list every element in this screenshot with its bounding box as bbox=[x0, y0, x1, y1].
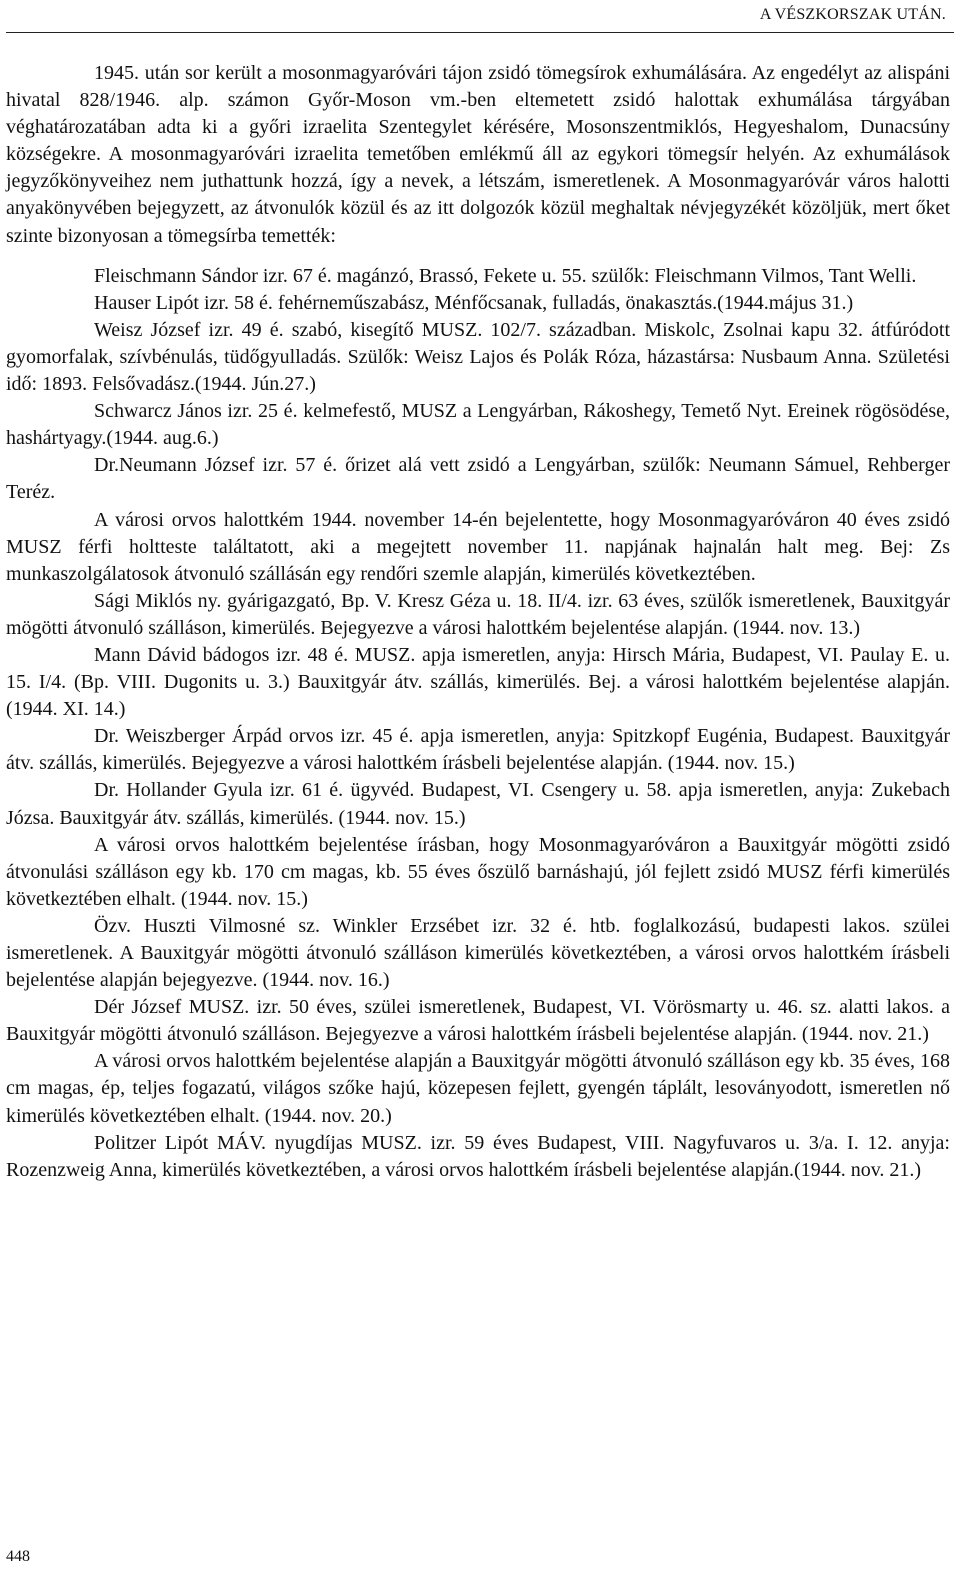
entry-paragraph: Weisz József izr. 49 é. szabó, kisegítő MUSZ. 102/7. században. Miskolc, Zsolnai kapu 32. átfúródott gyomorfalak, szívbénulás, tüdőgyulladás. Szülők: Weisz Lajos és Polák Róza, házastársa: Nusbaum Anna. Születési idő: 1893. Felsővadász.(1944. Jún.27.) bbox=[6, 318, 950, 396]
entry-paragraph: Politzer Lipót MÁV. nyugdíjas MUSZ. izr. 59 éves Budapest, VIII. Nagyfuvaros u. 3/a. I. 12. anyja: Rozenzweig Anna, kimerülés következtében, a városi orvos halottkém írásbeli bejelentése alapján.(1944. nov. 21.) bbox=[6, 1131, 950, 1181]
entry-paragraph: Sági Miklós ny. gyárigazgató, Bp. V. Kresz Géza u. 18. II/4. izr. 63 éves, szülők ismeretlenek, Bauxitgyár mögötti átvonuló szálláson, kimerülés. Bejegyezve a városi halottkém bejelentése alapján. (1944. nov. 13.) bbox=[6, 589, 950, 639]
header-rule bbox=[6, 32, 954, 33]
page-number: 448 bbox=[6, 1548, 30, 1565]
entry-paragraph: Özv. Huszti Vilmosné sz. Winkler Erzsébet izr. 32 é. htb. foglalkozású, budapesti lakos. szülei ismeretlenek. A Bauxitgyár mögötti átvonuló szálláson kimerülés következtében, a városi orvos halottkém írásbeli bejelentése alapján bejegyezve. (1944. nov. 16.) bbox=[6, 914, 950, 992]
running-head: A VÉSZKORSZAK UTÁN. bbox=[759, 6, 946, 23]
entry-paragraph: A városi orvos halottkém bejelentése alapján a Bauxitgyár mögötti átvonuló szálláson egy kb. 35 éves, 168 cm magas, ép, teljes fogazatú, világos szőke hajú, közepesen fejlett, gyengén táplált, lesoványodott, ismeretlen nő kimerülés következtében elhalt. (1944. nov. 20.) bbox=[6, 1050, 950, 1127]
entry-paragraph: Mann Dávid bádogos izr. 48 é. MUSZ. apja ismeretlen, anyja: Hirsch Mária, Budapest, VI. Paulay E. u. 15. I/4. (Bp. VIII. Dugonits u. 3.) Bauxitgyár átv. szállás, kimerülés. Bej. a városi halottkém bejelentése alapján. (1944. XI. 14.) bbox=[6, 643, 950, 721]
entry-paragraph: Dér József MUSZ. izr. 50 éves, szülei ismeretlenek, Budapest, VI. Vörösmarty u. 46. sz. alatti lakos. a Bauxitgyár mögötti átvonuló szálláson. Bejegyezve a városi halottkém írásbeli bejelentése alapján. (1944. nov. 21.) bbox=[6, 996, 950, 1046]
entry-paragraph: Dr. Hollander Gyula izr. 61 é. ügyvéd. Budapest, VI. Csengery u. 58. apja ismeretlen, anyja: Zukebach Józsa. Bauxitgyár átv. szállás, kimerülés. (1944. nov. 15.) bbox=[6, 779, 950, 829]
entry-paragraph: Dr. Weiszberger Árpád orvos izr. 45 é. apja ismeretlen, anyja: Spitzkopf Eugénia, Budapest. Bauxitgyár átv. szállás, kimerülés. Bejegyezve a városi halottkém írásbeli bejelentése alapján. (1944. nov. 15.) bbox=[6, 725, 950, 775]
entry-paragraph: A városi orvos halottkém 1944. november 14-én bejelentette, hogy Mosonmagyaróváron 40 éves zsidó MUSZ férfi holtteste találtatott, aki a megejtett november 11. napjának hajnalán halt meg. Bej: Zs munkaszolgálatosok átvonuló szállásán egy rendőri szemle alapján, kimerülés következtében. bbox=[6, 508, 950, 585]
entry-paragraph: Fleischmann Sándor izr. 67 é. magánzó, Brassó, Fekete u. 55. szülők: Fleischmann Vilmos, Tant Welli. bbox=[94, 264, 917, 287]
entry-paragraph: A városi orvos halottkém bejelentése írásban, hogy Mosonmagyaróváron a Bauxitgyár mögötti zsidó átvonulási szálláson egy kb. 170 cm magas, kb. 55 éves őszülő barnáshajú, jól fejlett zsidó MUSZ férfi kimerülés következtében elhalt. (1944. nov. 15.) bbox=[6, 833, 950, 910]
entry-paragraph: Dr.Neumann József izr. 57 é. őrizet alá vett zsidó a Lengyárban, szülők: Neumann Sámuel, Rehberger Teréz. bbox=[6, 454, 950, 504]
intro-paragraph: 1945. után sor került a mosonmagyaróvári tájon zsidó tömegsírok exhumálására. Az engedélyt az alispáni hivatal 828/1946. alp. számon Győr-Moson vm.-ben eltemetett zsidó halottak exhumálása tárgyában véghatározatában adta ki a győri izraelita Szentegylet kérésére, Mosonszentmiklós, Hegyeshalom, Dunacsúny községekre. A mosonmagyaróvári izraelita temetőben emlékmű áll az egykori tömegsír helyén. Az exhumálások jegyzőkönyveihez nem juthattunk hozzá, így a nevek, a létszám, ismeretlenek. A Mosonmagyaróvár város halotti anyakönyvében bejegyzett, az átvonulók közül és az itt dolgozók közül meghaltak névjegyzékét közöljük, mert őket szinte bizonyosan a tömegsírba temették: bbox=[6, 62, 950, 247]
entry-paragraph: Schwarcz János izr. 25 é. kelmefestő, MUSZ a Lengyárban, Rákoshegy, Temető Nyt. Ereinek rögösödése, hashártyagy.(1944. aug.6.) bbox=[6, 400, 950, 450]
body-text bbox=[6, 60, 950, 1184]
entry-paragraph: Hauser Lipót izr. 58 é. fehérneműszabász, Ménfőcsanak, fulladás, önakasztás.(1944.május 31.) bbox=[94, 291, 854, 314]
